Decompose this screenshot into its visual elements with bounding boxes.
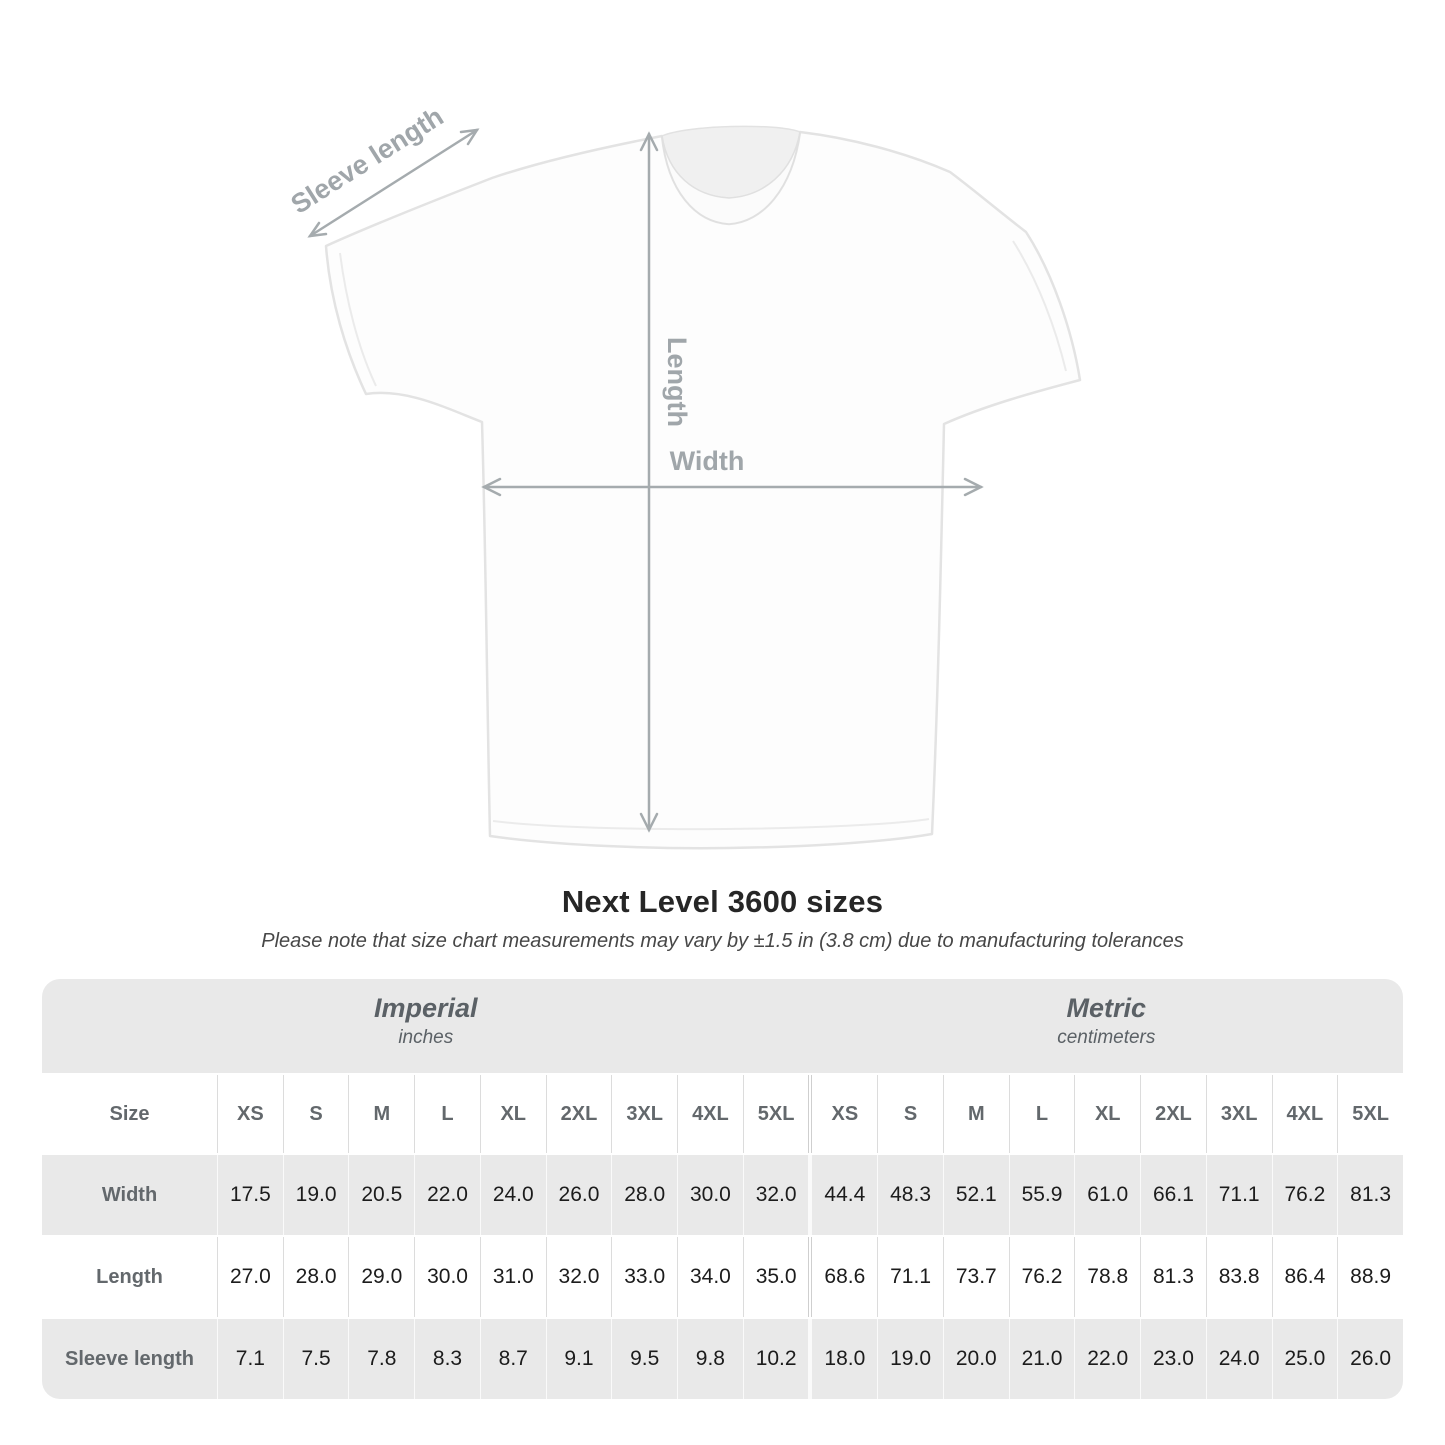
size-header-cell: XS [217, 1075, 283, 1153]
size-header-cell: 4XL [1272, 1075, 1338, 1153]
value-cell: 19.0 [283, 1155, 349, 1235]
size-header-cell: S [283, 1075, 349, 1153]
value-cell: 83.8 [1206, 1237, 1272, 1317]
row-label-length: Length [96, 1265, 163, 1288]
imperial-section-title: Imperial [374, 993, 478, 1023]
value-cell: 9.1 [546, 1319, 612, 1399]
value-cell: 9.8 [677, 1319, 743, 1399]
value-cell: 73.7 [943, 1237, 1009, 1317]
imperial-section-unit: inches [398, 1027, 454, 1048]
value-cell: 20.5 [348, 1155, 414, 1235]
width-label: Width [669, 446, 745, 476]
length-label: Length [662, 337, 692, 427]
value-cell: 68.6 [808, 1237, 877, 1317]
value-cell: 55.9 [1009, 1155, 1075, 1235]
value-cell: 7.1 [217, 1319, 283, 1399]
value-cell: 22.0 [1074, 1319, 1140, 1399]
heading [0, 884, 1445, 953]
value-cell: 78.8 [1074, 1237, 1140, 1317]
value-cell: 22.0 [414, 1155, 480, 1235]
value-cell: 7.5 [283, 1319, 349, 1399]
size-header-cell: M [943, 1075, 1009, 1153]
size-header-cell: L [1009, 1075, 1075, 1153]
value-cell: 24.0 [1206, 1319, 1272, 1399]
sleeve-length-label: Sleeve length [285, 101, 449, 220]
size-header-cell: 3XL [611, 1075, 677, 1153]
value-cell: 33.0 [611, 1237, 677, 1317]
value-cell: 17.5 [217, 1155, 283, 1235]
table-row-length [42, 1237, 1403, 1317]
value-cell: 8.3 [414, 1319, 480, 1399]
size-header-row [42, 1075, 1403, 1153]
value-cell: 30.0 [414, 1237, 480, 1317]
row-label-width: Width [101, 1183, 158, 1206]
imperial-section-header [42, 992, 810, 1052]
value-cell: 8.7 [480, 1319, 546, 1399]
size-header-cell: 2XL [546, 1075, 612, 1153]
size-header-cell: S [877, 1075, 943, 1153]
size-header-cell: 5XL [743, 1075, 809, 1153]
value-cell: 71.1 [877, 1237, 943, 1317]
value-cell: 18.0 [808, 1319, 877, 1399]
value-cell: 28.0 [611, 1155, 677, 1235]
tolerance-note: Please note that size chart measurements may vary by ±1.5 in (3.8 cm) due to manufacturing tolerances [261, 930, 1184, 952]
size-header-cell: 4XL [677, 1075, 743, 1153]
value-cell: 48.3 [877, 1155, 943, 1235]
value-cell: 10.2 [743, 1319, 809, 1399]
value-cell: 88.9 [1337, 1237, 1403, 1317]
value-cell: 24.0 [480, 1155, 546, 1235]
value-cell: 35.0 [743, 1237, 809, 1317]
value-cell: 26.0 [1337, 1319, 1403, 1399]
value-cell: 81.3 [1337, 1155, 1403, 1235]
value-cell: 66.1 [1140, 1155, 1206, 1235]
value-cell: 20.0 [943, 1319, 1009, 1399]
value-cell: 21.0 [1009, 1319, 1075, 1399]
table-row-width [42, 1155, 1403, 1235]
value-cell: 32.0 [546, 1237, 612, 1317]
value-cell: 28.0 [283, 1237, 349, 1317]
value-cell: 25.0 [1272, 1319, 1338, 1399]
size-header-label: Size [109, 1102, 150, 1125]
value-cell: 86.4 [1272, 1237, 1338, 1317]
size-table [42, 979, 1403, 1399]
size-header-cell: XL [480, 1075, 546, 1153]
value-cell: 76.2 [1009, 1237, 1075, 1317]
value-cell: 23.0 [1140, 1319, 1206, 1399]
value-cell: 52.1 [943, 1155, 1009, 1235]
size-header-cell: 5XL [1337, 1075, 1403, 1153]
metric-section-title: Metric [1066, 993, 1147, 1023]
table-row-sleeve-length [42, 1319, 1403, 1399]
value-cell: 32.0 [743, 1155, 809, 1235]
unit-section-band [42, 979, 1403, 1073]
size-header-cell: 2XL [1140, 1075, 1206, 1153]
value-cell: 7.8 [348, 1319, 414, 1399]
value-cell: 9.5 [611, 1319, 677, 1399]
value-cell: 71.1 [1206, 1155, 1272, 1235]
value-cell: 30.0 [677, 1155, 743, 1235]
value-cell: 19.0 [877, 1319, 943, 1399]
page-title: Next Level 3600 sizes [561, 884, 884, 919]
size-header-cell: XS [808, 1075, 877, 1153]
value-cell: 61.0 [1074, 1155, 1140, 1235]
value-cell: 81.3 [1140, 1237, 1206, 1317]
row-label-sleeve-length: Sleeve length [65, 1347, 194, 1370]
value-cell: 34.0 [677, 1237, 743, 1317]
value-cell: 29.0 [348, 1237, 414, 1317]
size-header-cell: 3XL [1206, 1075, 1272, 1153]
value-cell: 76.2 [1272, 1155, 1338, 1235]
size-header-cell: L [414, 1075, 480, 1153]
size-header-cell: M [348, 1075, 414, 1153]
size-header-cell: XL [1074, 1075, 1140, 1153]
value-cell: 27.0 [217, 1237, 283, 1317]
value-cell: 44.4 [808, 1155, 877, 1235]
metric-section-header [810, 992, 1403, 1052]
metric-section-unit: centimeters [1057, 1027, 1156, 1048]
value-cell: 31.0 [480, 1237, 546, 1317]
tshirt-body [326, 132, 1080, 848]
value-cell: 26.0 [546, 1155, 612, 1235]
